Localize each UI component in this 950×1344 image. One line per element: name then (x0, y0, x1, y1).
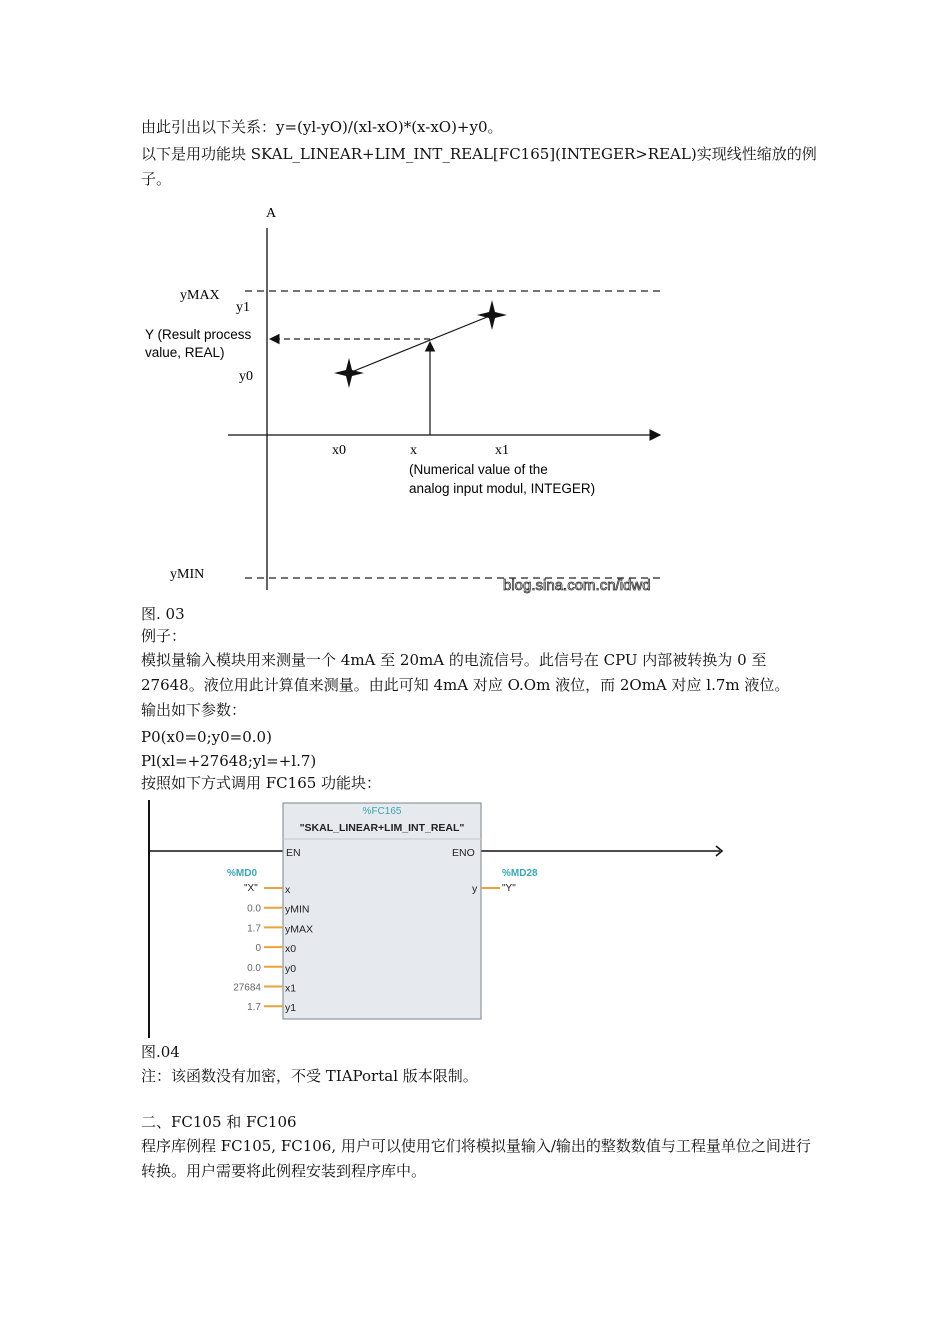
scaling-line (349, 315, 492, 373)
output-name: "Y" (502, 883, 516, 894)
ymax-label: yMAX (180, 288, 220, 303)
input-pin-x: x (285, 884, 291, 896)
y1-label: y1 (236, 300, 250, 315)
fc165-block-diagram (0, 797, 950, 1042)
input-pin-x0: x0 (285, 943, 297, 956)
y0-label: y0 (239, 369, 253, 384)
figure-04-caption: 图.04 (141, 1043, 180, 1061)
y-result-label-2: value, REAL) (145, 345, 225, 360)
input-value-y1: 1.7 (247, 1002, 261, 1014)
param-p1: Pl(xl=+27648;yl=+l.7) (141, 752, 317, 770)
input-pin-y0: y0 (285, 962, 297, 975)
formula-line: 由此引出以下关系：y=(yl-yO)/(xl-xO)*(x-xO)+y0。 (141, 118, 503, 136)
input-pin-x1: x1 (285, 982, 297, 995)
eno-pin: ENO (452, 847, 475, 859)
input-value-yMIN: 0.0 (247, 903, 261, 915)
x-label: x (410, 443, 417, 458)
output-pin: y (472, 883, 478, 895)
section2-paragraph: 程序库例程 FC105, FC106, 用户可以使用它们将模拟量输入/输出的整数数值与工程量单位之间进行转换。用户需要将此例程安装到程序库中。 (141, 1137, 811, 1180)
input-value-x1: 27684 (233, 982, 261, 994)
call-instruction: 按照如下方式调用 FC165 功能块： (141, 774, 382, 792)
input-address: %MD0 (227, 868, 258, 879)
input-name: "X" (244, 883, 258, 894)
figure-03-caption: 图. 03 (141, 605, 185, 623)
point-p0-icon (334, 358, 364, 388)
example-heading: 例子： (141, 627, 187, 645)
input-pin-yMAX: yMAX (285, 923, 314, 936)
input-pin-y1: y1 (285, 1002, 297, 1015)
point-p1-icon (477, 300, 507, 330)
param-p0: P0(x0=0;y0=0.0) (141, 728, 272, 746)
x-desc-label-1: (Numerical value of the (409, 462, 548, 477)
input-value-y0: 0.0 (247, 962, 261, 974)
ymin-label: yMIN (170, 567, 205, 582)
x-desc-label-2: analog input modul, INTEGER) (409, 481, 596, 496)
example-paragraph: 模拟量输入模块用来测量一个 4mA 至 20mA 的电流信号。此信号在 CPU 内部被转换为 0 至 27648。液位用此计算值来测量。由此可知 4mA 对应 O.Om 液位，而 2OmA 对应 l.7m 液位。 (141, 651, 790, 694)
input-pin-yMIN: yMIN (285, 903, 310, 916)
output-address: %MD28 (502, 868, 538, 879)
x1-label: x1 (495, 443, 509, 458)
function-block (283, 803, 481, 1019)
intro-paragraph: 以下是用功能块 SKAL_LINEAR+LIM_INT_REAL[FC165](INTEGER>REAL)实现线性缩放的例子。 (141, 145, 817, 188)
section2-heading: 二、FC105 和 FC106 (141, 1113, 297, 1131)
block-name: "SKAL_LINEAR+LIM_INT_REAL" (299, 822, 465, 834)
watermark: blog.sina.com.cn/idwd (503, 577, 651, 594)
x0-label: x0 (332, 443, 346, 458)
block-address: %FC165 (362, 806, 402, 817)
input-value-yMAX: 1.7 (247, 923, 261, 935)
note: 注：该函数没有加密，不受 TIAPortal 版本限制。 (141, 1067, 478, 1085)
scaling-diagram (0, 195, 950, 605)
param-heading: 输出如下参数： (141, 701, 247, 719)
en-pin: EN (286, 847, 301, 859)
input-value-x0: 0 (255, 943, 261, 955)
y-result-label-1: Y (Result process (145, 327, 252, 342)
axis-a-label: A (266, 206, 277, 221)
